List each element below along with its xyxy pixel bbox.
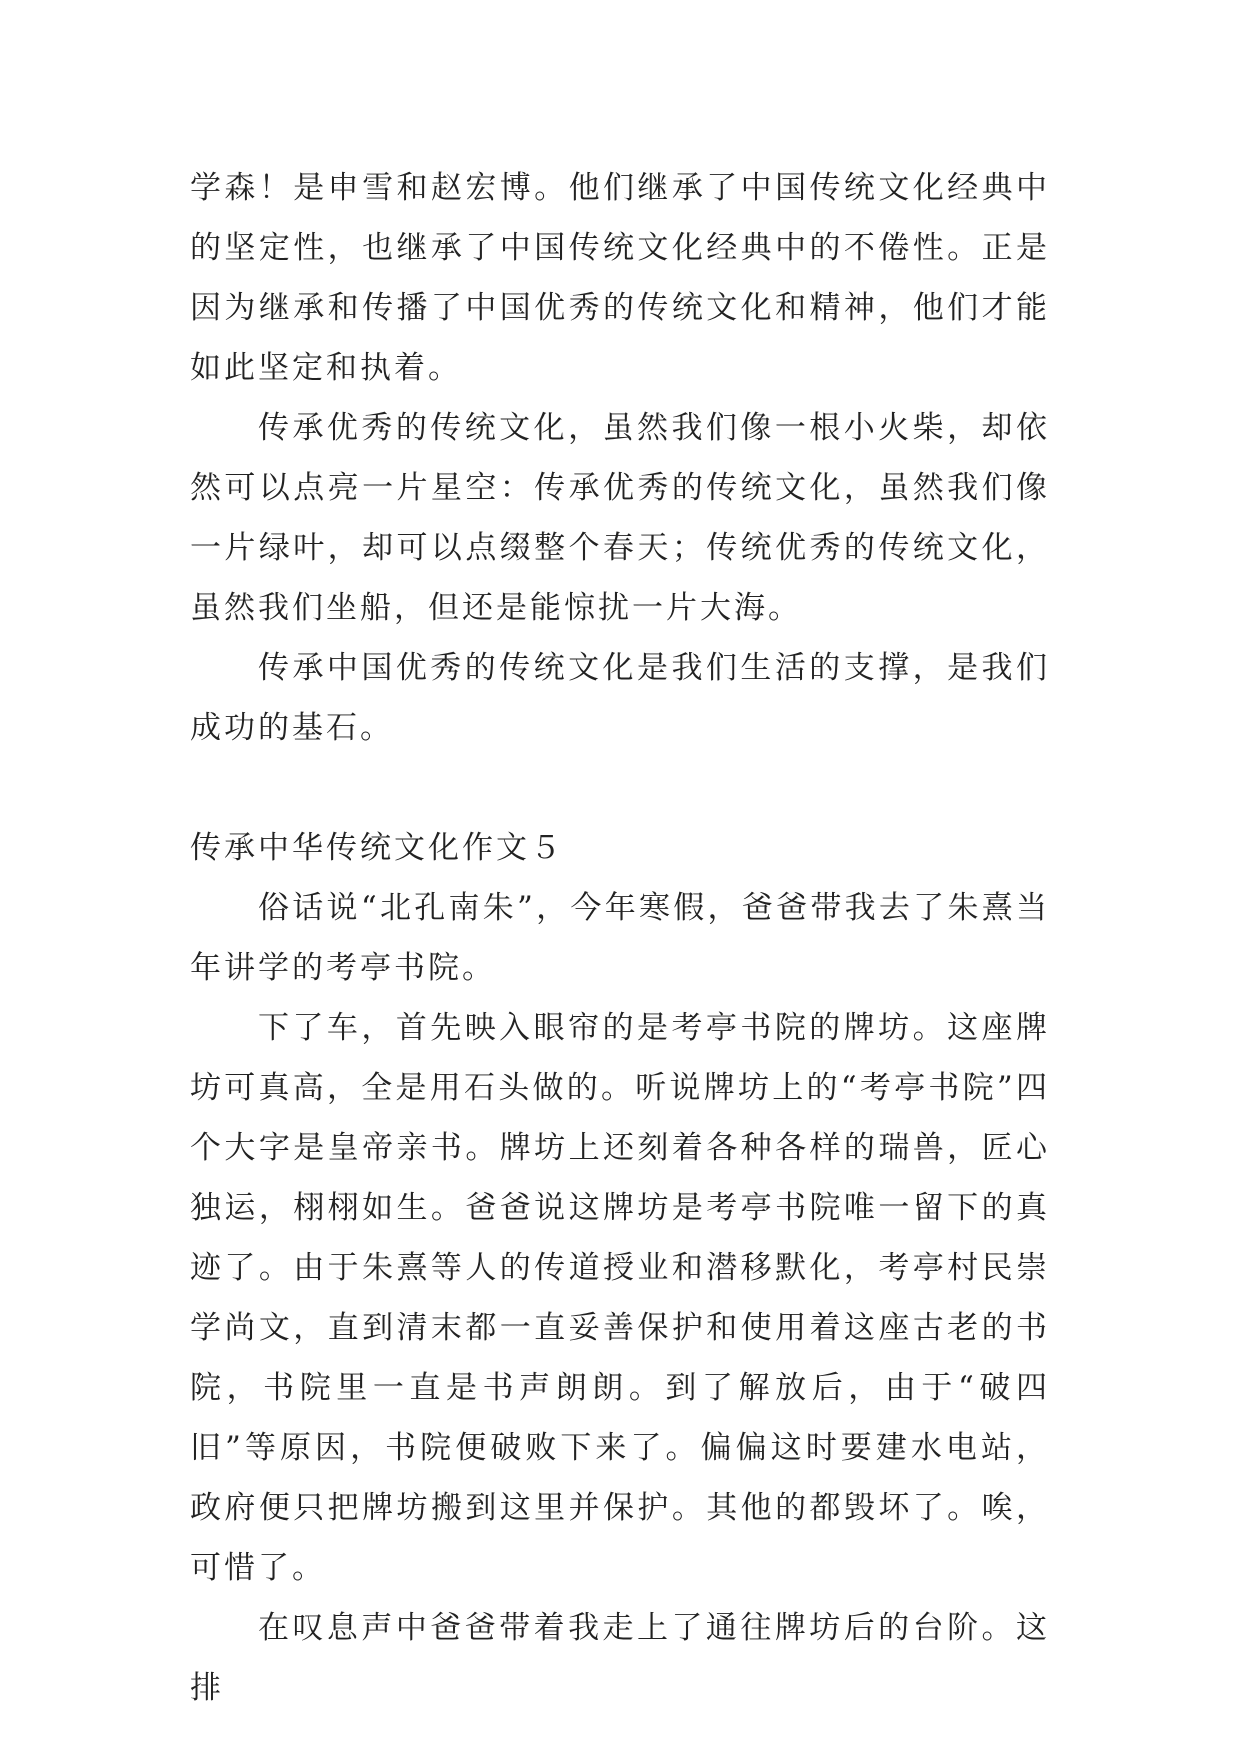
section-title: 传承中华传统文化作文５ [190,830,564,866]
paragraph: 在叹息声中爸爸带着我走上了通往牌坊后的台阶。这排 [190,1610,1050,1706]
paragraph: 俗话说“北孔南朱”，今年寒假，爸爸带我去了朱熹当年讲学的考亭书院。 [190,890,1050,986]
document-body [190,158,1050,1718]
paragraph: 传承优秀的传统文化，虽然我们像一根小火柴，却依然可以点亮一片星空：传承优秀的传统文化，虽然我们像一片绿叶，却可以点缀整个春天；传统优秀的传统文化，虽然我们坐船，但还是能惊扰一片大海。 [190,410,1050,626]
paragraph: 下了车，首先映入眼帘的是考亭书院的牌坊。这座牌坊可真高，全是用石头做的。听说牌坊上的“考亭书院”四个大字是皇帝亲书。牌坊上还刻着各种各样的瑞兽，匠心独运，栩栩如生。爸爸说这牌坊是考亭书院唯一留下的真迹了。由于朱熹等人的传道授业和潜移默化，考亭村民崇学尚文，直到清末都一直妥善保护和使用着这座古老的书院，书院里一直是书声朗朗。到了解放后，由于“破四旧”等原因，书院便破败下来了。偏偏这时要建水电站，政府便只把牌坊搬到这里并保护。其他的都毁坏了。唉，可惜了。 [190,1010,1050,1586]
paragraph: 学森！是申雪和赵宏博。他们继承了中国传统文化经典中的坚定性，也继承了中国传统文化经典中的不倦性。正是因为继承和传播了中国优秀的传统文化和精神，他们才能如此坚定和执着。 [190,170,1050,386]
paragraph: 传承中国优秀的传统文化是我们生活的支撑，是我们成功的基石。 [190,650,1050,746]
